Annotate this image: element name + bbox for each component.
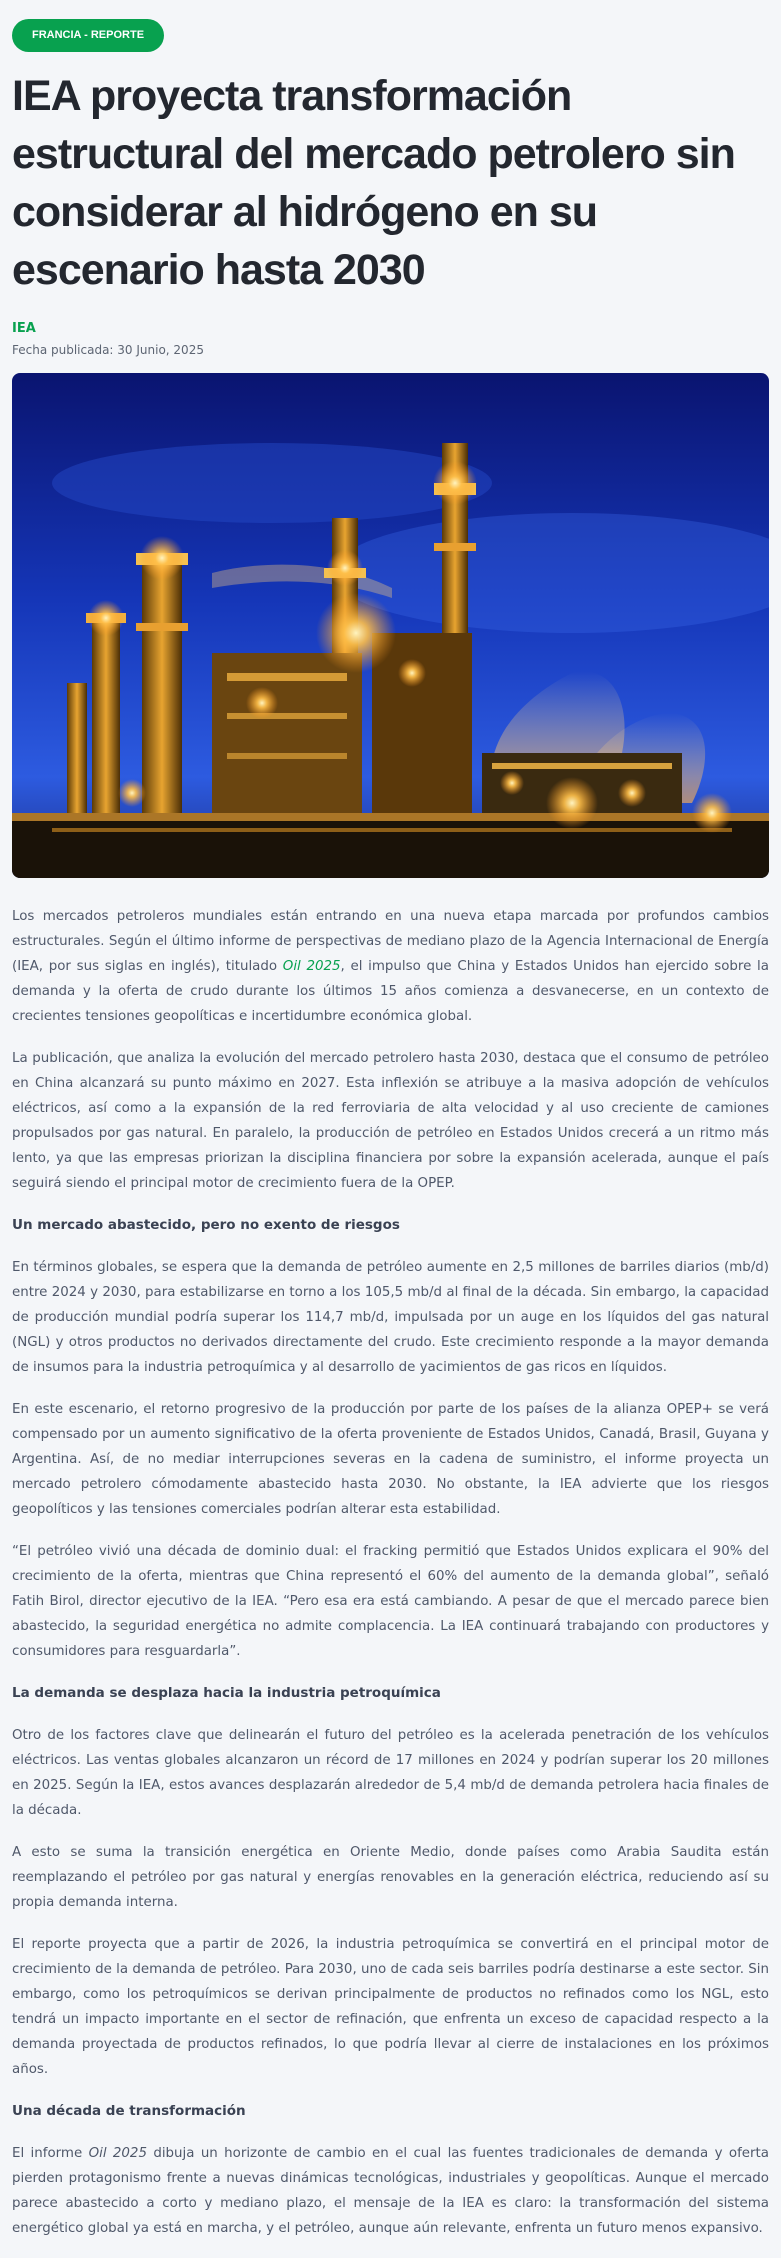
source-link[interactable]: IEA — [12, 321, 36, 336]
publish-date: Fecha publicada: 30 Junio, 2025 — [12, 343, 204, 357]
article-headline: IEA proyecta transformación estructural del mercado petrolero sin considerar al hidrógeno en su escenario hasta 2030 — [12, 72, 735, 294]
paragraph-3: En términos globales, se espera que la demanda de petróleo aumente en 2,5 millones de barriles diarios (mb/d) entre 2024 y 2030, para estabilizarse en torno a los 105,5 mb/d al final de la década. Sin embargo, la capacidad de producción mundial podría superar los 114,7 mb/d, impulsada por un auge en los líquidos del gas natural (NGL) y otros productos no derivados directamente del crudo. Este crecimiento responde a la mayor demanda de insumos para la industria petroquímica y al desarrollo de yacimientos de gas ricos en líquidos. — [12, 1260, 769, 1375]
section-heading-1: Un mercado abastecido, pero no exento de riesgos — [12, 1217, 400, 1233]
refinery-illustration — [12, 373, 769, 878]
oil-2025-link[interactable]: Oil 2025 — [282, 959, 341, 974]
category-tag[interactable]: FRANCIA - REPORTE — [12, 19, 164, 52]
section-heading-3: Una década de transformación — [12, 2103, 246, 2119]
section-heading-2: La demanda se desplaza hacia la industria petroquímica — [12, 1685, 441, 1701]
hero-image — [12, 373, 769, 878]
paragraph-1: Los mercados petroleros mundiales están entrando en una nueva etapa marcada por profundos cambios estructurales. Según el último informe de perspectivas de mediano plazo de la Agencia Internacional de Energía (IEA, por sus siglas en inglés), titulado Oil 2025, el impulso que China y Estados Unidos han ejercido sobre la demanda y la oferta de crudo durante los últimos 15 años comienza a desvanecerse, en un contexto de crecientes tensiones geopolíticas e incertidumbre económica global. — [12, 909, 769, 1024]
paragraph-6: Otro de los factores clave que delinearán el futuro del petróleo es la acelerada penetración de los vehículos eléctricos. Las ventas globales alcanzaron un récord de 17 millones en 2024 y podrían superar los 20 millones en 2025. Según la IEA, estos avances desplazarán alrededor de 5,4 mb/d de demanda petrolera hacia finales de la década. — [12, 1728, 769, 1818]
paragraph-8: El reporte proyecta que a partir de 2026, la industria petroquímica se convertirá en el principal motor de crecimiento de la demanda de petróleo. Para 2030, uno de cada seis barriles podría destinarse a este sector. Sin embargo, como los petroquímicos se derivan principalmente de productos no refinados como los NGL, esto tendrá un impacto importante en el sector de refinación, que enfrenta un exceso de capacidad respecto a la demanda proyectada de productos refinados, lo que podría llevar al cierre de instalaciones en los próximos años. — [12, 1937, 769, 2077]
paragraph-2: La publicación, que analiza la evolución del mercado petrolero hasta 2030, destaca que el consumo de petróleo en China alcanzará su punto máximo en 2027. Esta inflexión se atribuye a la masiva adopción de vehículos eléctricos, así como a la expansión de la red ferroviaria de alta velocidad y al uso creciente de camiones propulsados por gas natural. En paralelo, la producción de petróleo en Estados Unidos crecerá a un ritmo más lento, ya que las empresas priorizan la disciplina financiera por sobre la expansión acelerada, aunque el país seguirá siendo el principal motor de crecimiento fuera de la OPEP. — [12, 1051, 769, 1191]
paragraph-5: “El petróleo vivió una década de dominio dual: el fracking permitió que Estados Unidos explicara el 90% del crecimiento de la oferta, mientras que China representó el 60% del aumento de la demanda global”, señaló Fatih Birol, director ejecutivo de la IEA. “Pero esa era está cambiando. A pesar de que el mercado parece bien abastecido, la seguridad energética no admite complacencia. La IEA continuará trabajando con productores y consumidores para resguardarla”. — [12, 1544, 769, 1659]
article-body — [12, 904, 769, 2241]
paragraph-9: El informe Oil 2025 dibuja un horizonte de cambio en el cual las fuentes tradicionales de demanda y oferta pierden protagonismo frente a nuevas dinámicas tecnológicas, industriales y geopolíticas. Aunque el mercado parece abastecido a corto y mediano plazo, el mensaje de la IEA es claro: la transformación del sistema energético global ya está en marcha, y el petróleo, aunque aún relevante, enfrenta un futuro menos expansivo. — [12, 2146, 769, 2236]
paragraph-4: En este escenario, el retorno progresivo de la producción por parte de los países de la alianza OPEP+ se verá compensado por un aumento significativo de la oferta proveniente de Estados Unidos, Canadá, Brasil, Guyana y Argentina. Así, de no mediar interrupciones severas en la cadena de suministro, el informe proyecta un mercado petrolero cómodamente abastecido hasta 2030. No obstante, la IEA advierte que los riesgos geopolíticos y las tensiones comerciales podrían alterar esta estabilidad. — [12, 1402, 769, 1517]
paragraph-7: A esto se suma la transición energética en Oriente Medio, donde países como Arabia Saudita están reemplazando el petróleo por gas natural y energías renovables en la generación eléctrica, reduciendo así su propia demanda interna. — [12, 1845, 769, 1910]
